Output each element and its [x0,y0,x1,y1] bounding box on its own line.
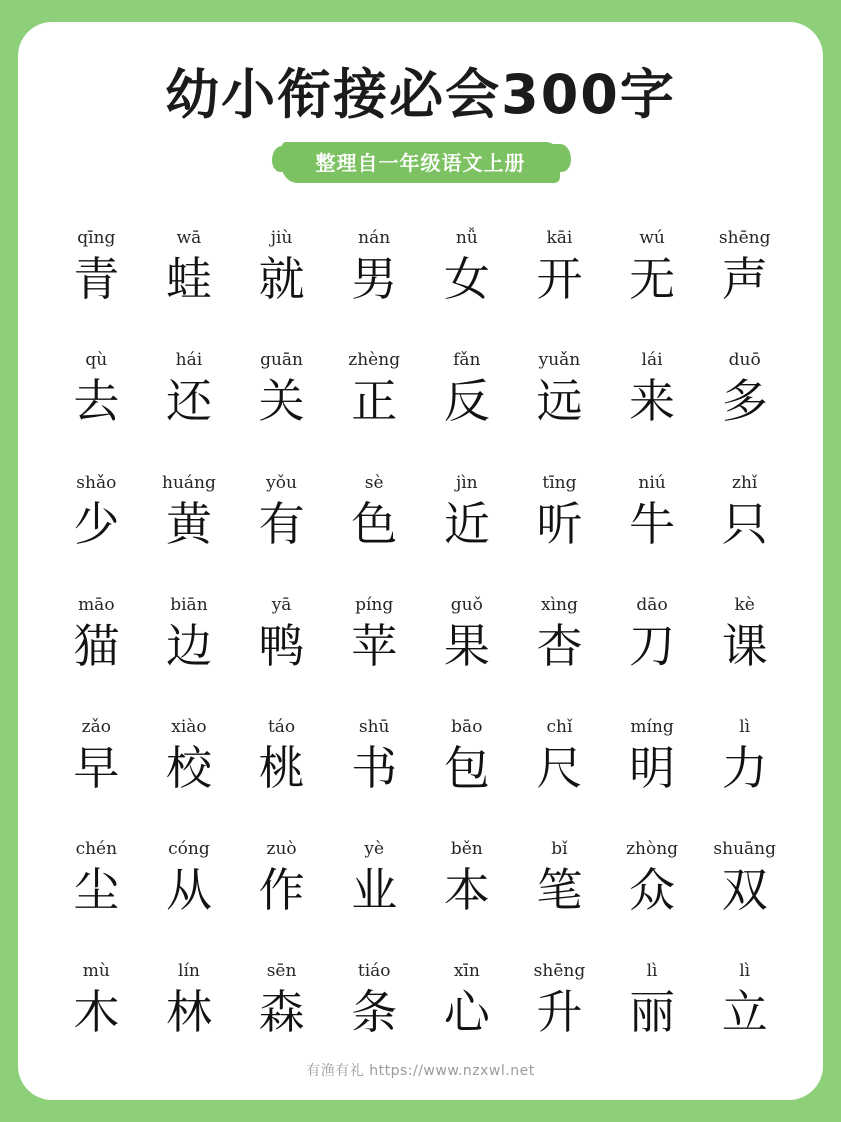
hanzi-character: 众 [629,862,676,917]
hanzi-character: 正 [351,374,398,429]
pinyin-label: wú [639,228,665,249]
pinyin-label: mù [82,960,110,981]
pinyin-label: qīng [77,228,116,249]
pinyin-label: shēng [533,960,586,981]
character-cell [421,205,514,327]
hanzi-character: 林 [165,984,212,1039]
character-cell [606,450,699,572]
hanzi-character: 近 [443,496,490,551]
hanzi-character: 本 [443,862,490,917]
pinyin-label: lín [178,960,200,981]
pinyin-label: lì [646,960,658,981]
hanzi-character: 早 [73,740,120,795]
hanzi-character: 木 [73,984,120,1039]
character-cell [235,816,328,938]
hanzi-character: 边 [165,618,212,673]
pinyin-label: hái [175,350,203,371]
hanzi-character: 课 [721,618,768,673]
pinyin-label: lì [739,716,751,737]
hanzi-character: 远 [536,374,583,429]
content-card [18,22,823,1100]
character-cell [421,450,514,572]
hanzi-character: 男 [351,252,398,307]
character-cell [698,327,791,449]
hanzi-character: 黄 [165,496,212,551]
character-cell [606,694,699,816]
pinyin-label: yuǎn [538,350,581,371]
hanzi-character: 就 [258,252,305,307]
character-cell [606,327,699,449]
character-cell [421,327,514,449]
hanzi-character: 心 [443,984,490,1039]
hanzi-character: 桃 [258,740,305,795]
character-cell [513,816,606,938]
character-cell [328,327,421,449]
hanzi-character: 关 [258,374,305,429]
page-title: 幼小衔接必会300字 [165,63,676,126]
hanzi-character: 青 [73,252,120,307]
character-cell [421,938,514,1060]
hanzi-character: 苹 [351,618,398,673]
hanzi-character: 听 [536,496,583,551]
pinyin-label: wā [176,228,202,249]
character-cell [698,816,791,938]
hanzi-character: 双 [721,862,768,917]
character-cell [328,938,421,1060]
character-cell [235,572,328,694]
pinyin-label: zhǐ [732,472,758,493]
pinyin-label: biān [170,594,208,615]
hanzi-character: 多 [721,374,768,429]
pinyin-label: shuāng [713,838,776,859]
hanzi-character: 立 [721,984,768,1039]
pinyin-label: fǎn [453,350,481,371]
character-cell [235,327,328,449]
hanzi-character: 明 [629,740,676,795]
character-cell [513,205,606,327]
character-cell [698,450,791,572]
hanzi-character: 升 [536,984,583,1039]
hanzi-character: 丽 [629,984,676,1039]
pinyin-label: kāi [546,228,573,249]
pinyin-label: míng [630,716,674,737]
character-cell [606,816,699,938]
character-cell [606,205,699,327]
hanzi-character: 果 [443,618,490,673]
character-cell [143,694,236,816]
pinyin-label: nǚ [455,228,478,249]
pinyin-label: sēn [266,960,297,981]
character-cell [606,938,699,1060]
pinyin-label: jiù [270,228,293,249]
hanzi-character: 鸭 [258,618,305,673]
pinyin-label: guān [260,350,304,371]
character-cell [143,450,236,572]
hanzi-character: 猫 [73,618,120,673]
pinyin-label: yā [271,594,292,615]
pinyin-label: cóng [168,838,210,859]
hanzi-character: 尘 [73,862,120,917]
character-cell [50,694,143,816]
hanzi-character: 女 [443,252,490,307]
subtitle-text: 整理自一年级语文上册 [282,142,560,183]
hanzi-character: 蛙 [165,252,212,307]
hanzi-character: 书 [351,740,398,795]
pinyin-label: běn [450,838,483,859]
pinyin-label: xiào [171,716,207,737]
pinyin-label: zhèng [348,350,401,371]
pinyin-label: zuò [266,838,297,859]
character-cell [513,450,606,572]
pinyin-label: yǒu [266,472,297,493]
pinyin-label: huáng [162,472,216,493]
pinyin-label: xìng [541,594,578,615]
character-cell [698,694,791,816]
pinyin-label: zhòng [626,838,679,859]
hanzi-character: 力 [721,740,768,795]
character-cell [143,327,236,449]
hanzi-character: 刀 [629,618,676,673]
character-cell [606,572,699,694]
character-cell [143,205,236,327]
pinyin-label: bāo [451,716,483,737]
hanzi-character: 笔 [536,862,583,917]
pinyin-label: xīn [453,960,480,981]
footer-credit: 有渔有礼 https://www.nzxwl.net [306,1063,535,1079]
pinyin-label: lì [739,960,751,981]
character-cell [328,205,421,327]
character-cell [328,572,421,694]
pinyin-label: chén [75,838,118,859]
hanzi-character: 包 [443,740,490,795]
character-cell [513,938,606,1060]
character-cell [235,205,328,327]
pinyin-label: tīng [542,472,577,493]
character-cell [421,694,514,816]
hanzi-character: 去 [73,374,120,429]
pinyin-label: niú [638,472,666,493]
character-cell [235,694,328,816]
character-cell [513,694,606,816]
subtitle-banner [44,142,797,183]
hanzi-character: 只 [721,496,768,551]
character-cell [235,938,328,1060]
character-cell [50,572,143,694]
pinyin-label: sè [364,472,384,493]
hanzi-character: 有 [258,496,305,551]
hanzi-character: 还 [165,374,212,429]
character-cell [513,327,606,449]
hanzi-character: 森 [258,984,305,1039]
hanzi-character: 作 [258,862,305,917]
character-cell [328,816,421,938]
hanzi-character: 业 [351,862,398,917]
character-cell [235,450,328,572]
pinyin-label: táo [267,716,296,737]
character-cell [50,938,143,1060]
pinyin-label: kè [734,594,755,615]
character-cell [698,205,791,327]
character-cell [421,572,514,694]
character-cell [50,816,143,938]
hanzi-character: 少 [73,496,120,551]
pinyin-label: shū [358,716,390,737]
pinyin-label: tiáo [357,960,391,981]
pinyin-label: guǒ [450,594,483,615]
character-cell [513,572,606,694]
character-cell [698,572,791,694]
character-cell [143,816,236,938]
hanzi-character: 声 [721,252,768,307]
hanzi-character: 开 [536,252,583,307]
hanzi-character: 无 [629,252,676,307]
character-cell [143,938,236,1060]
character-cell [328,694,421,816]
pinyin-label: bǐ [551,838,568,859]
hanzi-character: 反 [443,374,490,429]
character-cell [328,450,421,572]
hanzi-character: 条 [351,984,398,1039]
pinyin-label: nán [358,228,391,249]
character-grid [44,205,797,1060]
pinyin-label: jìn [455,472,478,493]
hanzi-character: 从 [165,862,212,917]
hanzi-character: 色 [351,496,398,551]
pinyin-label: shēng [718,228,771,249]
pinyin-label: duō [728,350,761,371]
pinyin-label: yè [364,838,385,859]
character-cell [698,938,791,1060]
hanzi-character: 来 [629,374,676,429]
pinyin-label: dāo [636,594,668,615]
pinyin-label: píng [355,594,394,615]
hanzi-character: 杏 [536,618,583,673]
pinyin-label: māo [78,594,115,615]
hanzi-character: 牛 [629,496,676,551]
character-cell [50,450,143,572]
hanzi-character: 尺 [536,740,583,795]
pinyin-label: chǐ [546,716,573,737]
pinyin-label: zǎo [81,716,111,737]
pinyin-label: lái [641,350,663,371]
pinyin-label: qù [85,350,108,371]
character-cell [421,816,514,938]
hanzi-character: 校 [165,740,212,795]
character-cell [50,205,143,327]
pinyin-label: shǎo [76,472,117,493]
character-cell [143,572,236,694]
character-cell [50,327,143,449]
